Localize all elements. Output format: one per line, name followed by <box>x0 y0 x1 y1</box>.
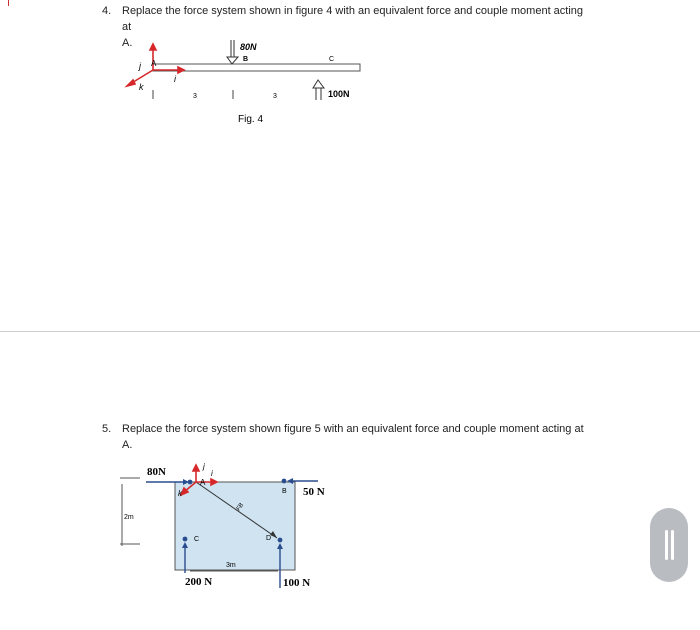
question-text-line-2: at A. <box>122 21 133 49</box>
axis-i-label: i <box>174 74 176 84</box>
figure-4 <box>0 0 700 140</box>
fb-label: FB <box>235 502 246 513</box>
axis-k-label: k <box>178 489 182 498</box>
force-100n-arrow <box>313 80 324 100</box>
height-label: 2m <box>124 514 134 521</box>
force-80n-label: 80N <box>147 466 166 478</box>
figure-4-caption: Fig. 4 <box>238 114 264 125</box>
point-c-label: C <box>329 56 335 63</box>
point-c-label: C <box>194 536 200 543</box>
question-number: 5. <box>102 423 112 435</box>
force-200n-label: 200 N <box>185 576 213 588</box>
question-text-line-1: Replace the force system shown in figure 4 with an equivalent force and couple moment acting <box>122 5 584 17</box>
axis-j-label: j <box>139 61 141 71</box>
force-80n-label: 80N <box>240 42 257 52</box>
figure-5 <box>0 460 640 600</box>
scroll-grip-left <box>665 530 668 560</box>
question-text-line-1: Replace the force system shown figure 5 with an equivalent force and couple moment acting at <box>122 423 584 435</box>
axis-k-label: k <box>139 82 144 92</box>
point-a-label: A <box>151 59 157 68</box>
force-80n-arrow <box>227 40 238 64</box>
plate <box>175 482 295 570</box>
axis-i-label: i <box>211 469 213 478</box>
force-50n-label: 50 N <box>303 486 325 498</box>
point-b-label: B <box>243 56 249 63</box>
question-text-line-2: A. <box>122 439 133 451</box>
dimension-label-2: 3 <box>273 93 277 100</box>
section-divider <box>0 331 700 332</box>
point-b-label: B <box>282 488 287 495</box>
point-c-dot <box>183 537 188 542</box>
point-b-dot <box>282 479 287 484</box>
force-100n-label: 100 N <box>283 577 311 589</box>
force-100n-label: 100N <box>328 89 350 99</box>
point-d-dot <box>278 538 283 543</box>
point-a-label: A <box>200 478 206 487</box>
width-label: 3m <box>226 562 236 569</box>
dimension-label-1: 3 <box>193 93 197 100</box>
point-d-label: D <box>266 535 272 542</box>
axis-j-label: j <box>203 462 205 471</box>
scroll-handle[interactable] <box>650 508 688 582</box>
scroll-grip-right <box>671 530 674 560</box>
question-number: 4. <box>102 5 112 17</box>
